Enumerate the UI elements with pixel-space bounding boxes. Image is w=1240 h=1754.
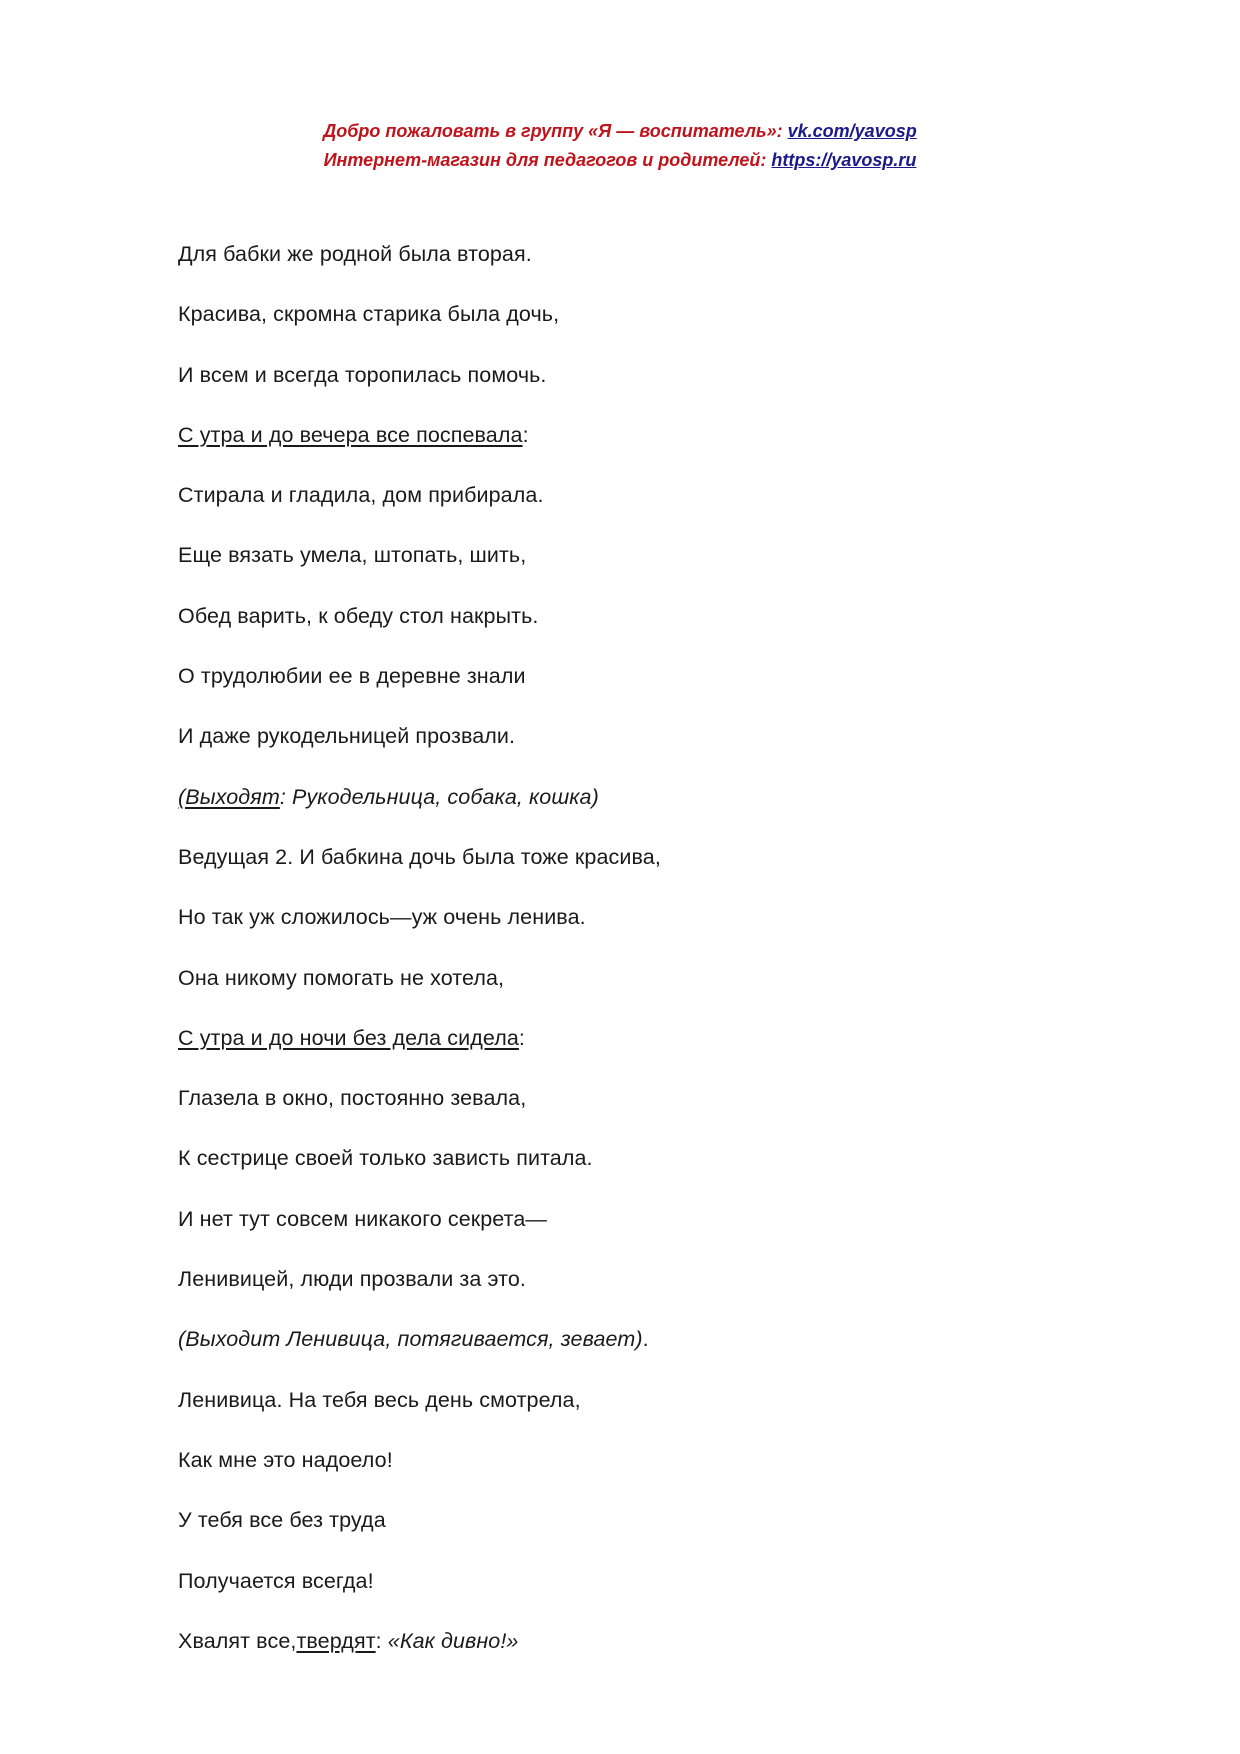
- header-line-group: [0, 117, 1240, 146]
- header-group-text: Добро пожаловать в группу «Я — воспитатель»:: [323, 121, 788, 141]
- stage-direction-2-italic: (Выходит Ленивица, потягивается, зевает): [178, 1327, 643, 1352]
- vk-group-link[interactable]: vk.com/yavosp: [787, 121, 917, 141]
- text-line-21: Как мне это надоело!: [178, 1447, 393, 1472]
- text-line-3: И всем и всегда торопилась помочь.: [178, 362, 547, 387]
- text-line-12: Но так уж сложилось—уж очень ленива.: [178, 905, 586, 930]
- text-line-16: К сестрице своей только зависть питала.: [178, 1146, 593, 1171]
- header-shop-text: Интернет-магазин для педагогов и родителей:: [323, 150, 772, 170]
- shop-website-link[interactable]: https://yavosp.ru: [771, 150, 917, 170]
- text-line-2: Красива, скромна старика была дочь,: [178, 302, 560, 327]
- text-line-14: [178, 1008, 1078, 1068]
- text-line-24: [178, 1611, 1078, 1671]
- stage-direction-2: [178, 1309, 1078, 1369]
- text-line-7: Обед варить, к обеду стол накрыть.: [178, 603, 539, 628]
- text-line-15: Глазела в окно, постоянно зевала,: [178, 1086, 527, 1111]
- stage-direction-1: [178, 767, 1078, 827]
- text-line-18: Ленивицей, люди прозвали за это.: [178, 1267, 526, 1292]
- text-line-22: У тебя все без труда: [178, 1508, 386, 1533]
- text-line-24-colon: :: [375, 1628, 388, 1653]
- header-banner: [0, 117, 1240, 175]
- text-line-8: О трудолюбии ее в деревне знали: [178, 664, 526, 689]
- text-line-4-rest: :: [522, 422, 529, 447]
- stage-direction-1-underlined: (Выходят: [178, 784, 280, 809]
- stage-direction-1-rest: : Рукодельница, собака, кошка): [279, 784, 599, 809]
- text-line-13: Она никому помогать не хотела,: [178, 965, 505, 990]
- text-line-23: Получается всегда!: [178, 1568, 374, 1593]
- text-line-1: Для бабки же родной была вторая.: [178, 242, 532, 266]
- text-line-17: И нет тут совсем никакого секрета—: [178, 1206, 548, 1231]
- text-line-24-quote: «Как дивно!»: [387, 1628, 519, 1653]
- text-line-11: Ведущая 2. И бабкина дочь была тоже красива,: [178, 844, 661, 869]
- text-line-9: И даже рукодельницей прозвали.: [178, 724, 516, 749]
- stage-direction-2-rest: .: [642, 1327, 649, 1352]
- text-line-24-start: Хвалят все,: [178, 1628, 297, 1653]
- text-line-24-underlined: твердят: [296, 1628, 376, 1653]
- text-line-20: Ленивица. На тебя весь день смотрела,: [178, 1387, 581, 1412]
- text-line-6: Еще вязать умела, штопать, шить,: [178, 543, 527, 568]
- header-line-shop: [0, 146, 1240, 175]
- text-line-4: [178, 405, 1078, 465]
- text-line-5: Стирала и гладила, дом прибирала.: [178, 483, 544, 508]
- text-line-14-underlined: С утра и до ночи без дела сидела: [178, 1025, 519, 1050]
- text-line-14-rest: :: [518, 1025, 525, 1050]
- text-line-4-underlined: С утра и до вечера все поспевала: [178, 422, 523, 447]
- poem-body: [178, 224, 1078, 1671]
